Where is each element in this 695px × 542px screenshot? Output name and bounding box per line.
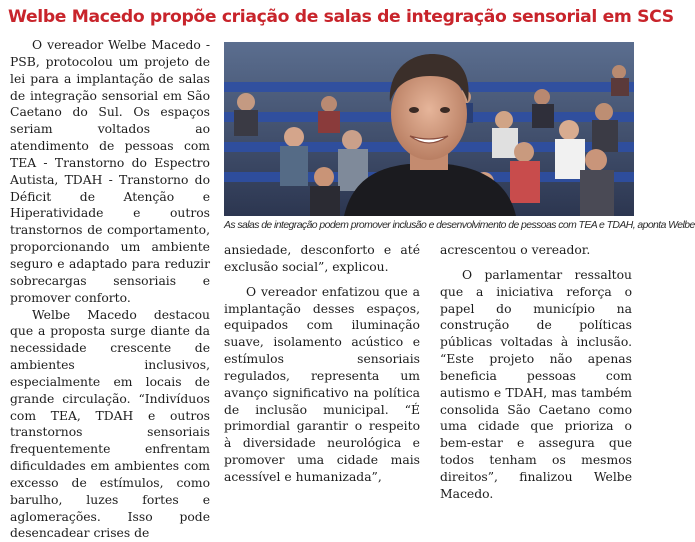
paragraph-intro: O vereador Welbe Macedo - PSB, protocolou um projeto de lei para a implantação de salas de integração sensorial em São Caetano do Sul. Os espaços seriam voltados ao atendimento de pessoas com TEA - Transtorno do Espectro Autista, TDAH - Transtorno do Déficit de Atenção e Hiperatividade e outros transtornos de comportamento, proporcionando um ambiente seguro e adaptado para reduzir sobrecargas sensoriais e promover conforto.: [10, 37, 210, 307]
article-photo: [224, 42, 634, 216]
article-column-left: [10, 37, 210, 542]
article-column-right: [440, 242, 632, 503]
paragraph-conclusion: O parlamentar ressaltou que a iniciativa reforça o papel do município na construção de políticas públicas voltadas à inclusão. “Este projeto não apenas beneficia pessoas com autismo e TDAH, mas também consolida São Caetano como uma cidade que prioriza o bem-estar e assegura que todos tenham os mesmos direitos”, finalizou Welbe Macedo.: [440, 267, 632, 503]
paragraph-emphasis: O vereador enfatizou que a implantação desses espaços, equipados com iluminação suave, isolamento acústico e estímulos sensoriais regulados, representa um avanço significativo na política de inclusão municipal. “É primordial garantir o respeito à diversidade neurológica e promover uma cidade mais acessível e humanizada”,: [224, 284, 420, 486]
paragraph-proposal: Welbe Macedo destacou que a proposta surge diante da necessidade crescente de ambientes inclusivos, especialmente em locais de grande circulação. “Indivíduos com TEA, TDAH e outros transtornos sensoriais frequentemente enfrentam dificuldades em ambientes com excesso de estímulos, como barulho, luzes fortes e aglomerações. Isso pode desencadear crises de: [10, 307, 210, 542]
paragraph-added: acrescentou o vereador.: [440, 242, 632, 259]
paragraph-quote-continued: ansiedade, desconforto e até exclusão social”, explicou.: [224, 242, 420, 276]
article-headline: Welbe Macedo propõe criação de salas de integração sensorial em SCS: [8, 4, 633, 30]
article-column-middle: [224, 242, 420, 486]
photo-caption: As salas de integração podem promover inclusão e desenvolvimento de pessoas com TEA e TDAH, aponta Welbe: [224, 218, 636, 234]
